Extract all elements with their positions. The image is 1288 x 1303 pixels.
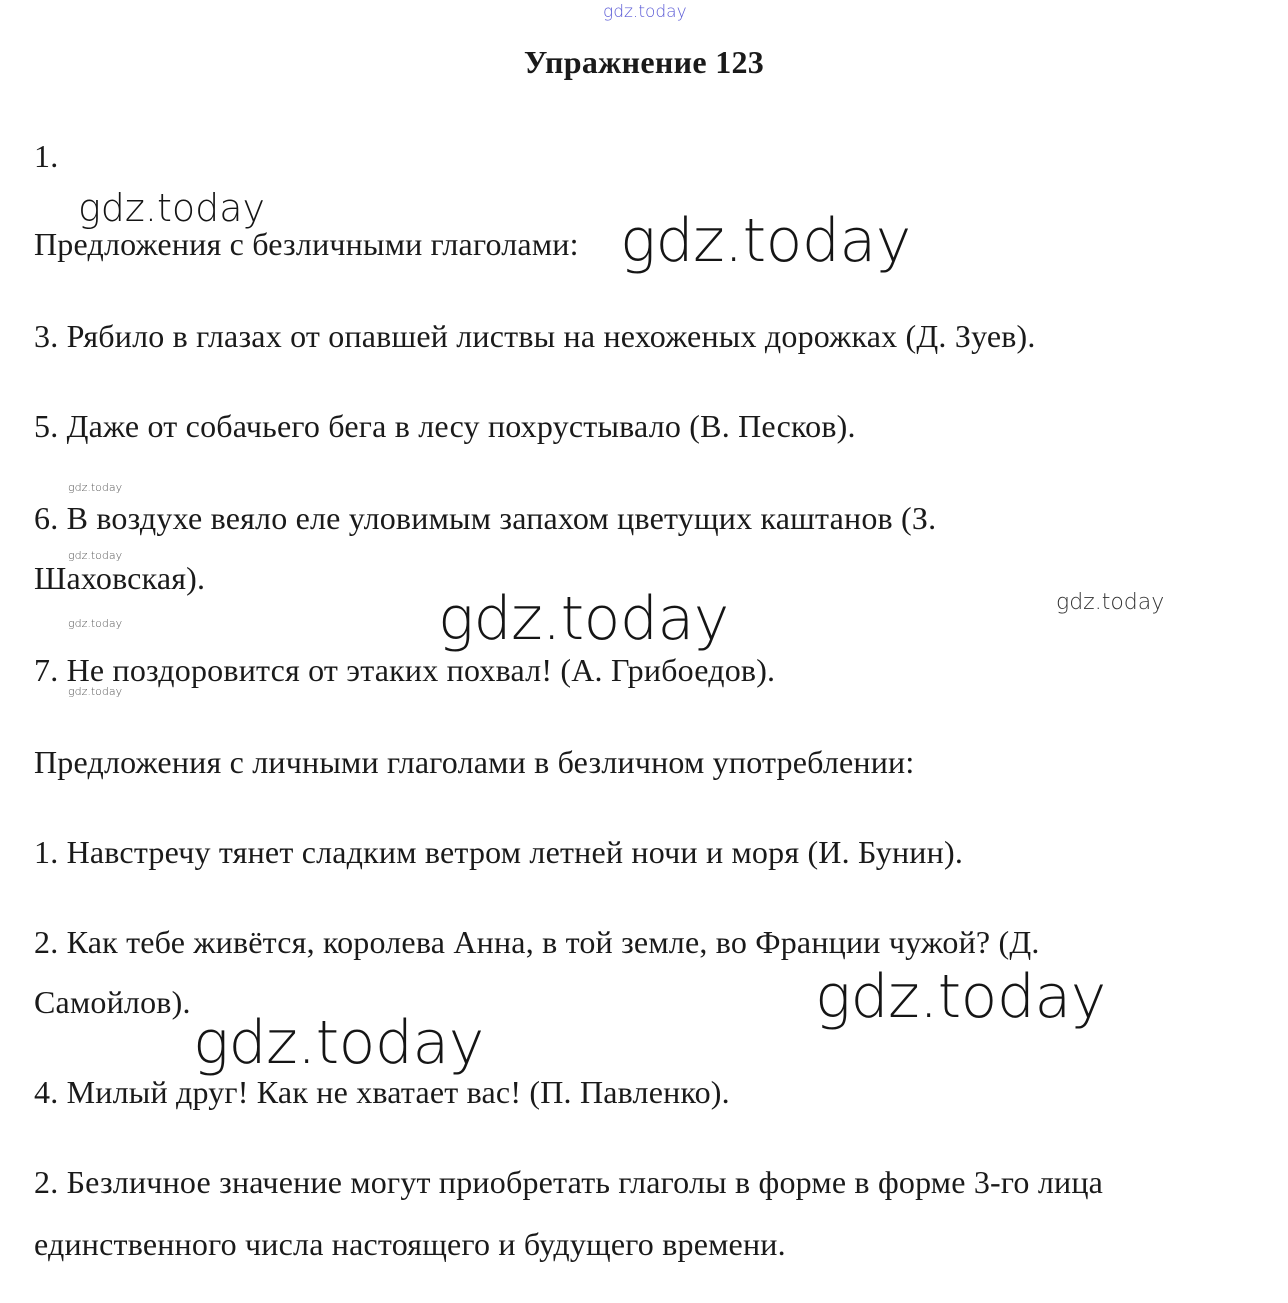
watermark-small: gdz.today (68, 617, 123, 630)
answer2-line: 2. Безличное значение могут приобретать глаголы в форме в форме 3-го лица (34, 1164, 1104, 1200)
watermark-top: gdz.today (603, 2, 687, 22)
section1-item: 6. В воздухе веяло еле уловимым запахом цветущих каштанов (З. (34, 500, 937, 536)
watermark: gdz.today (620, 206, 911, 276)
task-number: 1. (34, 138, 59, 174)
section2-heading: Предложения с личными глаголами в безличном употреблении: (34, 744, 915, 780)
watermark: gdz.today (78, 186, 265, 230)
section1-heading: Предложения с безличными глаголами: (34, 226, 579, 262)
watermark-small: gdz.today (68, 685, 123, 698)
exercise-title: Упражнение 123 (523, 44, 765, 80)
watermark-small: gdz.today (68, 481, 123, 494)
section2-item: 4. Милый друг! Как не хватает вас! (П. Павленко). (34, 1074, 730, 1110)
watermark: gdz.today (438, 584, 729, 654)
answer2-line: единственного числа настоящего и будущего времени. (34, 1226, 786, 1262)
section1-item-continuation: Шаховская). (34, 560, 206, 596)
watermark: gdz.today (1056, 590, 1165, 615)
watermark: gdz.today (193, 1008, 484, 1078)
section1-item: 3. Рябило в глазах от опавшей листвы на нехоженых дорожках (Д. Зуев). (34, 318, 1036, 354)
watermark-small: gdz.today (68, 549, 123, 562)
section1-item: 5. Даже от собачьего бега в лесу похрустывало (В. Песков). (34, 408, 856, 444)
watermark: gdz.today (815, 962, 1106, 1032)
section2-item: 2. Как тебе живётся, королева Анна, в той земле, во Франции чужой? (Д. (34, 924, 1040, 960)
section1-item: 7. Не поздоровится от этаких похвал! (А. Грибоедов). (34, 652, 776, 688)
section2-item: 1. Навстречу тянет сладким ветром летней ночи и моря (И. Бунин). (34, 834, 964, 870)
section2-item-continuation: Самойлов). (34, 984, 191, 1020)
